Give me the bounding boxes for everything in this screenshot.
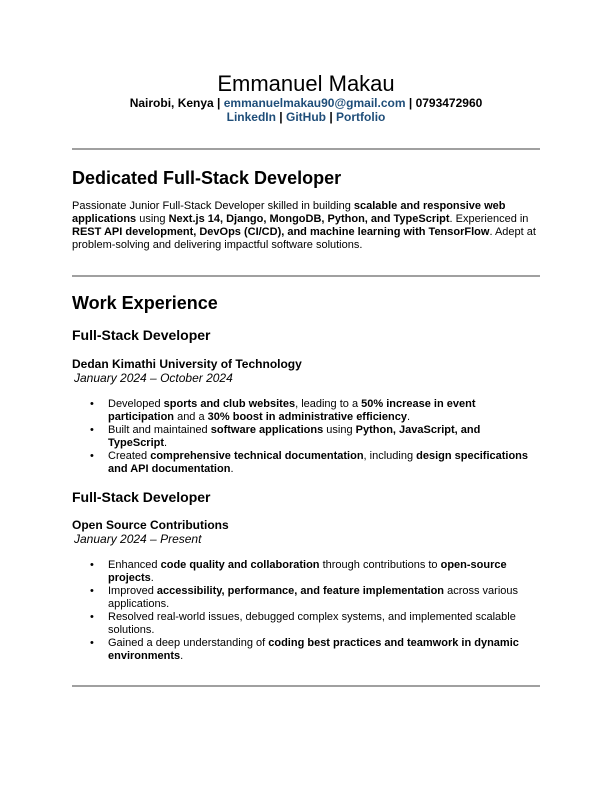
bold-text: open-source projects xyxy=(108,559,507,584)
bold-text: code quality and collaboration xyxy=(160,559,320,571)
bullet-item xyxy=(90,398,530,424)
bullet-item xyxy=(90,450,530,476)
job-title: Full-Stack Developer xyxy=(72,327,211,343)
divider xyxy=(72,685,540,687)
bullet-item xyxy=(90,637,530,663)
text: , leading to a xyxy=(295,398,362,410)
bold-text: 30% boost in administrative efficiency xyxy=(207,411,407,423)
bold-text: scalable and responsive web applications xyxy=(72,200,506,225)
text: . xyxy=(230,463,234,475)
text: through contributions to xyxy=(319,559,441,571)
text: . xyxy=(164,437,168,449)
contact-line xyxy=(0,96,612,110)
text: . xyxy=(180,650,184,662)
text: Passionate Junior Full-Stack Developer skilled in building xyxy=(72,200,354,212)
text: . xyxy=(150,572,154,584)
email-link[interactable]: emmanuelmakau90@gmail.com xyxy=(223,96,406,110)
separator: | xyxy=(326,110,337,124)
text: Improved xyxy=(108,585,157,597)
phone: 0793472960 xyxy=(415,96,483,110)
text: . Adept at problem-solving and delivering impactful software solutions. xyxy=(72,226,536,251)
job-title: Full-Stack Developer xyxy=(72,489,211,505)
bold-text: sports and club websites xyxy=(163,398,296,410)
bullet-item xyxy=(90,585,530,611)
bullet-item xyxy=(90,559,530,585)
text: Resolved real-world issues, debugged complex systems, and implemented scalable solutions. xyxy=(108,611,516,636)
bold-text: comprehensive technical documentation xyxy=(150,450,364,462)
job-dates: January 2024 – Present xyxy=(74,532,202,546)
text: Built and maintained xyxy=(108,424,211,436)
bold-text: 50% increase in event participation xyxy=(108,398,476,423)
bullet-item xyxy=(90,424,530,450)
separator: | xyxy=(275,110,286,124)
portfolio-link[interactable]: Portfolio xyxy=(336,110,386,124)
text: Developed xyxy=(108,398,164,410)
experience-heading: Work Experience xyxy=(72,293,218,313)
job-bullets xyxy=(90,559,530,663)
separator: | xyxy=(405,96,416,110)
text: Gained a deep understanding of xyxy=(108,637,269,649)
job-bullets xyxy=(90,398,530,476)
bold-text: coding best practices and teamwork in dynamic environments xyxy=(108,637,519,662)
divider xyxy=(72,275,540,277)
linkedin-link[interactable]: LinkedIn xyxy=(226,110,276,124)
company-name: Dedan Kimathi University of Technology xyxy=(72,357,302,371)
summary-text xyxy=(72,200,542,252)
text: across various applications. xyxy=(108,585,519,610)
candidate-name: Emmanuel Makau xyxy=(217,71,395,96)
bold-text: design specifications and API documentation xyxy=(108,450,529,475)
bold-text: accessibility, performance, and feature implementation xyxy=(156,585,445,597)
text: , including xyxy=(363,450,417,462)
profile-links xyxy=(0,110,612,124)
divider xyxy=(72,148,540,150)
text: Created xyxy=(108,450,151,462)
bullet-item xyxy=(90,611,530,637)
text: using xyxy=(323,424,356,436)
text: and a xyxy=(174,411,208,423)
text: Enhanced xyxy=(108,559,161,571)
text: using xyxy=(136,213,169,225)
text: . xyxy=(406,411,411,423)
job-dates: January 2024 – October 2024 xyxy=(74,371,233,385)
location: Nairobi, Kenya xyxy=(129,96,214,110)
bold-text: Next.js 14, Django, MongoDB, Python, and TypeScript xyxy=(168,213,450,225)
bold-text: software applications xyxy=(210,424,324,436)
company-name: Open Source Contributions xyxy=(72,518,229,532)
summary-heading: Dedicated Full-Stack Developer xyxy=(72,168,342,188)
text: . Experienced in xyxy=(449,213,529,225)
bold-text: REST API development, DevOps (CI/CD), and machine learning with TensorFlow xyxy=(72,226,490,238)
github-link[interactable]: GitHub xyxy=(286,110,326,124)
separator: | xyxy=(213,96,224,110)
bold-text: Python, JavaScript, and TypeScript xyxy=(108,424,481,449)
